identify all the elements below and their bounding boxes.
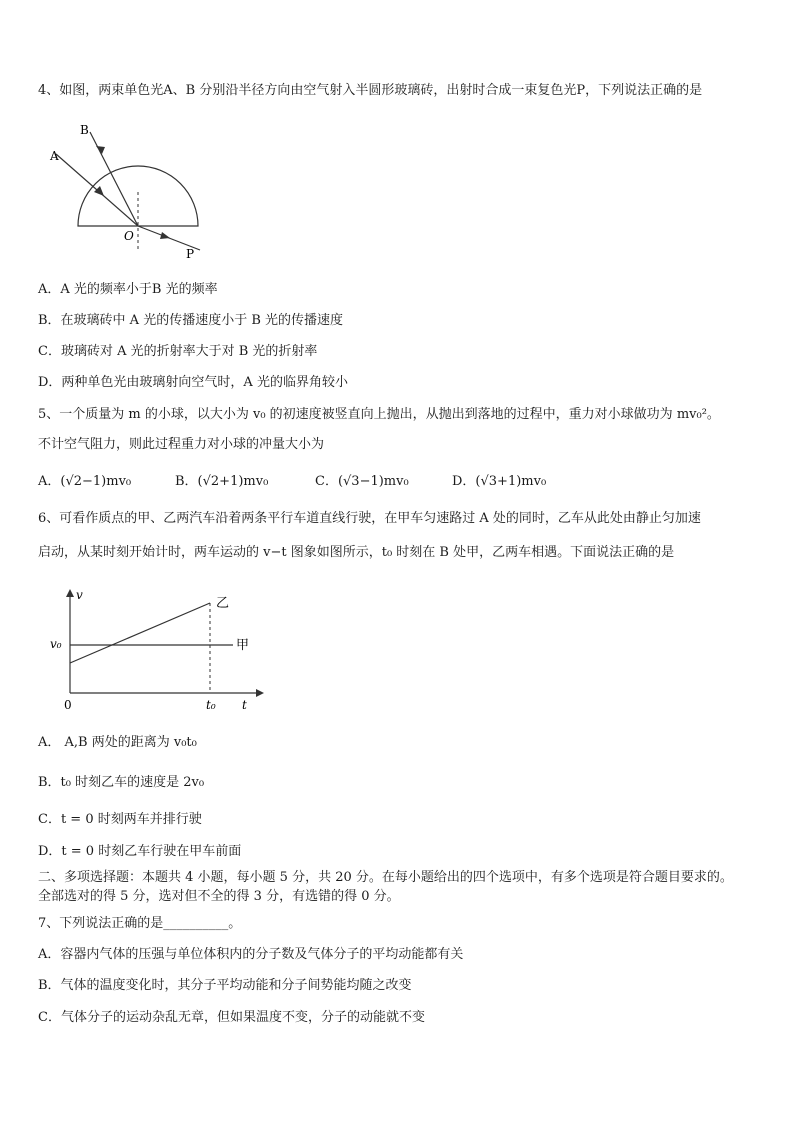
q6-vt-graph <box>38 585 268 720</box>
v0-label: v₀ <box>50 637 62 651</box>
q4-option-c: C．玻璃砖对 A 光的折射率大于对 B 光的折射率 <box>38 344 318 359</box>
q6-option-b: B．t₀ 时刻乙车的速度是 2v₀ <box>38 775 205 790</box>
q6-option-a: A． A,B 两处的距离为 v₀t₀ <box>38 735 197 750</box>
q4-option-b: B．在玻璃砖中 A 光的传播速度小于 B 光的传播速度 <box>38 313 344 328</box>
q6-stem-line2: 启动，从某时刻开始计时，两车运动的 v−t 图象如图所示，t₀ 时刻在 B 处甲，乙两车相遇。下面说法正确的是 <box>38 545 675 560</box>
q6-option-d: D．t = 0 时刻乙车行驶在甲车前面 <box>38 844 242 859</box>
q7-option-b: B．气体的温度变化时，其分子平均动能和分子间势能均随之改变 <box>38 978 412 993</box>
q5-stem-line1: 5、一个质量为 m 的小球，以大小为 v₀ 的初速度被竖直向上抛出，从抛出到落地的过程中，重力对小球做功为 mv₀²。 <box>38 407 720 422</box>
label-p: P <box>186 247 195 261</box>
q7-option-a: A．容器内气体的压强与单位体积内的分子数及气体分子的平均动能都有关 <box>38 947 464 962</box>
v-axis-arrow <box>66 589 74 597</box>
ray-b <box>90 132 138 226</box>
q4-option-a: A．A 光的频率小于B 光的频率 <box>38 282 218 297</box>
t-axis-label: t <box>242 698 247 712</box>
q5-option-c: C．(√3−1)mv₀ <box>315 474 409 489</box>
q5-option-a: A．(√2−1)mv₀ <box>38 474 132 489</box>
label-b: B <box>80 123 89 137</box>
q4-stem: 4、如图，两束单色光A、B 分别沿半径方向由空气射入半圆形玻璃砖，出射时合成一束复色光P，下列说法正确的是 <box>38 83 703 98</box>
yi-label: 乙 <box>216 596 230 611</box>
t-axis-arrow <box>256 689 264 697</box>
t0-label: t₀ <box>206 698 216 712</box>
line-yi <box>70 603 210 663</box>
jia-label: 甲 <box>236 638 250 653</box>
q5-option-d: D．(√3+1)mv₀ <box>452 474 547 489</box>
q7-stem: 7、下列说法正确的是__________。 <box>38 916 242 931</box>
v-axis-label: v <box>76 588 83 602</box>
ray-a-arrow <box>94 186 104 196</box>
label-a: A <box>50 149 59 163</box>
section2-line1: 二、多项选择题：本题共 4 小题，每小题 5 分，共 20 分。在每小题给出的四个选项中，有多个选项是符合题目要求的。 <box>38 870 733 885</box>
q7-option-c: C．气体分子的运动杂乱无章，但如果温度不变，分子的动能就不变 <box>38 1010 425 1025</box>
q5-stem-line2: 不计空气阻力，则此过程重力对小球的冲量大小为 <box>38 437 325 452</box>
origin-label: 0 <box>64 698 72 712</box>
ray-p-arrow <box>160 232 170 239</box>
q6-option-c: C．t = 0 时刻两车并排行驶 <box>38 812 202 827</box>
q4-figure <box>38 112 218 262</box>
q5-option-b: B．(√2+1)mv₀ <box>175 474 269 489</box>
q4-option-d: D．两种单色光由玻璃射向空气时，A 光的临界角较小 <box>38 375 348 390</box>
section2-line2: 全部选对的得 5 分，选对但不全的得 3 分，有选错的得 0 分。 <box>38 889 400 904</box>
q6-stem-line1: 6、可看作质点的甲、乙两汽车沿着两条平行车道直线行驶，在甲车匀速路过 A 处的同时，乙车从此处由静止匀加速 <box>38 511 701 526</box>
label-o: O <box>124 229 134 243</box>
